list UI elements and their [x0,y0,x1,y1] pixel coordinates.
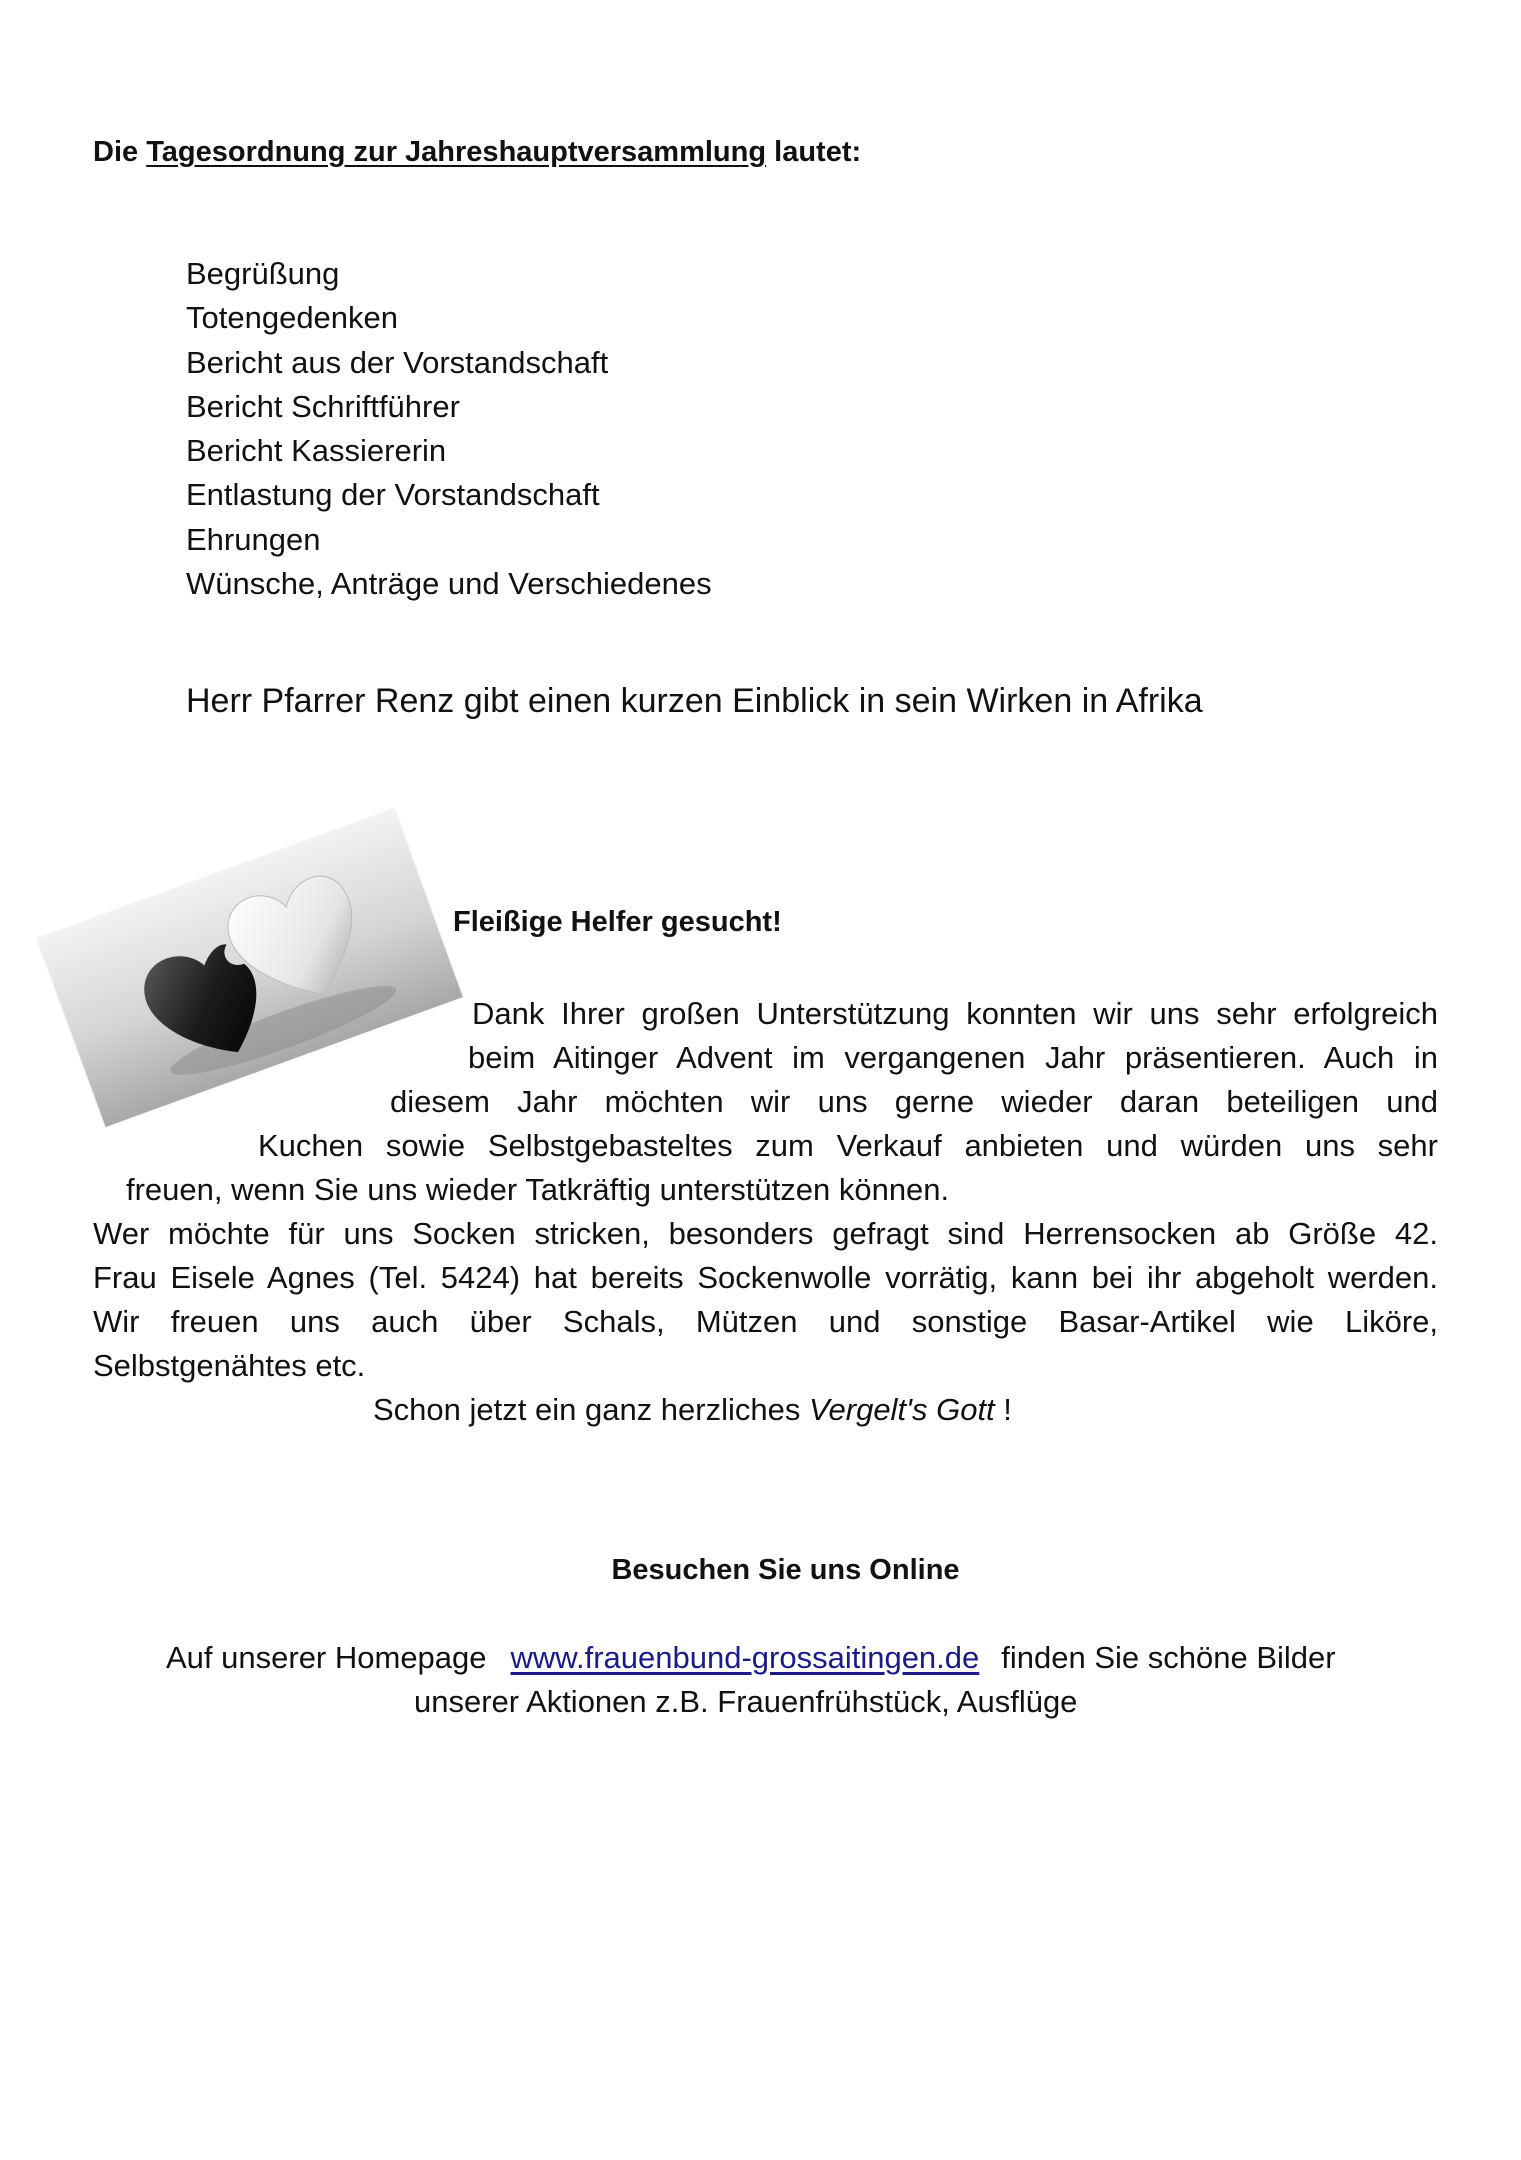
agenda-heading-suffix: lautet: [774,136,862,168]
agenda-item: Bericht Schriftführer [186,388,460,424]
hearts-image [37,809,462,1127]
online-line-1 [166,1640,1336,1676]
agenda-list [186,252,712,606]
homepage-link[interactable]: www.frauenbund-grossaitingen.de [510,1640,980,1675]
thanks-prefix: Schon jetzt ein ganz herzliches [373,1392,801,1427]
online-line1-prefix: Auf unserer Homepage [166,1640,487,1675]
agenda-item: Bericht aus der Vorstandschaft [186,344,609,380]
agenda-heading-prefix: Die [93,136,139,168]
thanks-italic: Vergelt's Gott [808,1392,995,1427]
helfer-line: Selbstgenähtes etc. [93,1348,366,1383]
renz-note: Herr Pfarrer Renz gibt einen kurzen Einblick in sein Wirken in Afrika [186,682,1203,720]
agenda-item: Wünsche, Anträge und Verschiedenes [186,566,712,602]
helfer-line: diesem Jahr möchten wir uns gerne wieder daran beteiligen und [390,1084,1438,1119]
helfer-line: Wir freuen uns auch über Schals, Mützen und sonstige Basar-Artikel wie Liköre, [93,1304,1438,1339]
hearts-illustration [37,809,462,1127]
agenda-item: Bericht Kassiererin [186,433,447,469]
thanks-line [373,1392,1012,1428]
helfer-line: Dank Ihrer großen Unterstützung konnten wir uns sehr erfolgreich [472,996,1438,1031]
online-line-2: unserer Aktionen z.B. Frauenfrühstück, Ausflüge [414,1684,1078,1719]
helfer-line: Frau Eisele Agnes (Tel. 5424) hat bereits Sockenwolle vorrätig, kann bei ihr abgeholt werden. [93,1260,1438,1295]
agenda-heading [93,136,861,169]
helfer-line: Kuchen sowie Selbstgebasteltes zum Verkauf anbieten und würden uns sehr [258,1128,1438,1163]
agenda-item: Entlastung der Vorstandschaft [186,477,600,513]
agenda-item: Totengedenken [186,300,399,336]
helfer-title: Fleißige Helfer gesucht! [453,906,782,938]
agenda-item: Ehrungen [186,521,321,557]
agenda-heading-underlined: Tagesordnung zur Jahreshauptversammlung [146,136,767,168]
online-line1-suffix: finden Sie schöne Bilder [1001,1640,1336,1675]
online-title: Besuchen Sie uns Online [611,1554,960,1586]
agenda-item: Begrüßung [186,256,340,291]
thanks-suffix: ! [1003,1392,1012,1427]
helfer-line: Wer möchte für uns Socken stricken, besonders gefragt sind Herrensocken ab Größe 42. [93,1216,1438,1251]
helfer-line: freuen, wenn Sie uns wieder Tatkräftig unterstützen können. [126,1172,950,1207]
helfer-line: beim Aitinger Advent im vergangenen Jahr präsentieren. Auch in [468,1040,1438,1075]
